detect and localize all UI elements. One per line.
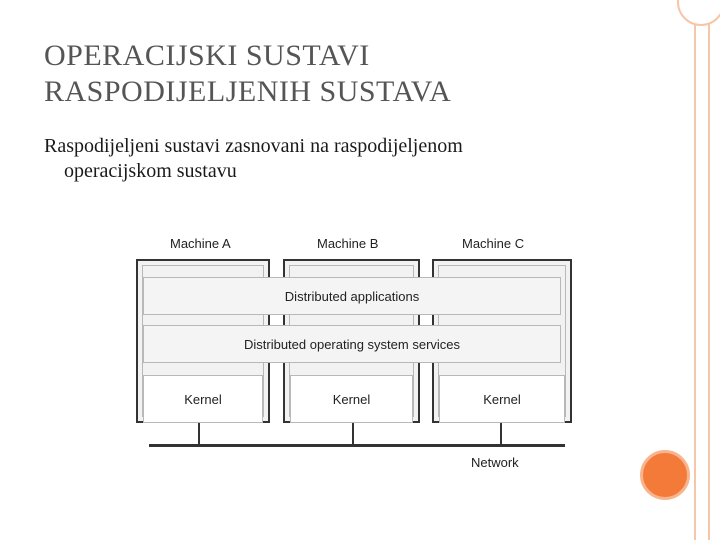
slide-title-line1: OPERACIJSKI SUSTAVI xyxy=(44,39,370,72)
body-text-line2: operacijskom sustavu xyxy=(64,160,237,182)
slide-body-text xyxy=(44,134,664,184)
machine-b-kernel xyxy=(290,375,413,423)
machine-b-kernel-label: Kernel xyxy=(332,391,371,407)
machine-c-network-link xyxy=(500,423,502,445)
distributed-applications-label: Distributed applications xyxy=(284,288,420,304)
body-text-line1: Raspodijeljeni sustavi zasnovani na raspodijeljenom xyxy=(44,135,463,157)
slide-title xyxy=(44,38,451,110)
machine-c-label: Machine C xyxy=(462,236,525,251)
distributed-applications-layer xyxy=(143,277,561,315)
slide-title-line2: RASPODIJELJENIH SUSTAVA xyxy=(44,75,452,108)
machine-b-label: Machine B xyxy=(317,236,379,251)
machine-c-kernel-label: Kernel xyxy=(483,391,521,407)
distributed-os-services-layer xyxy=(143,325,561,363)
machine-b-network-link xyxy=(352,423,354,445)
machine-c-kernel xyxy=(439,375,565,423)
distributed-os-services-label: Distributed operating system services xyxy=(243,336,461,352)
distributed-os-diagram xyxy=(130,228,580,478)
machine-a-label: Machine A xyxy=(170,236,231,251)
decorative-circle-top xyxy=(677,0,720,26)
machine-a-kernel xyxy=(143,375,263,423)
decorative-rail-left xyxy=(694,0,696,540)
decorative-circle-accent xyxy=(640,450,690,500)
decorative-rail-right xyxy=(708,0,710,540)
machine-a-network-link xyxy=(198,423,200,445)
machine-a-kernel-label: Kernel xyxy=(184,391,222,407)
network-label: Network xyxy=(471,455,519,470)
network-line xyxy=(149,444,565,447)
